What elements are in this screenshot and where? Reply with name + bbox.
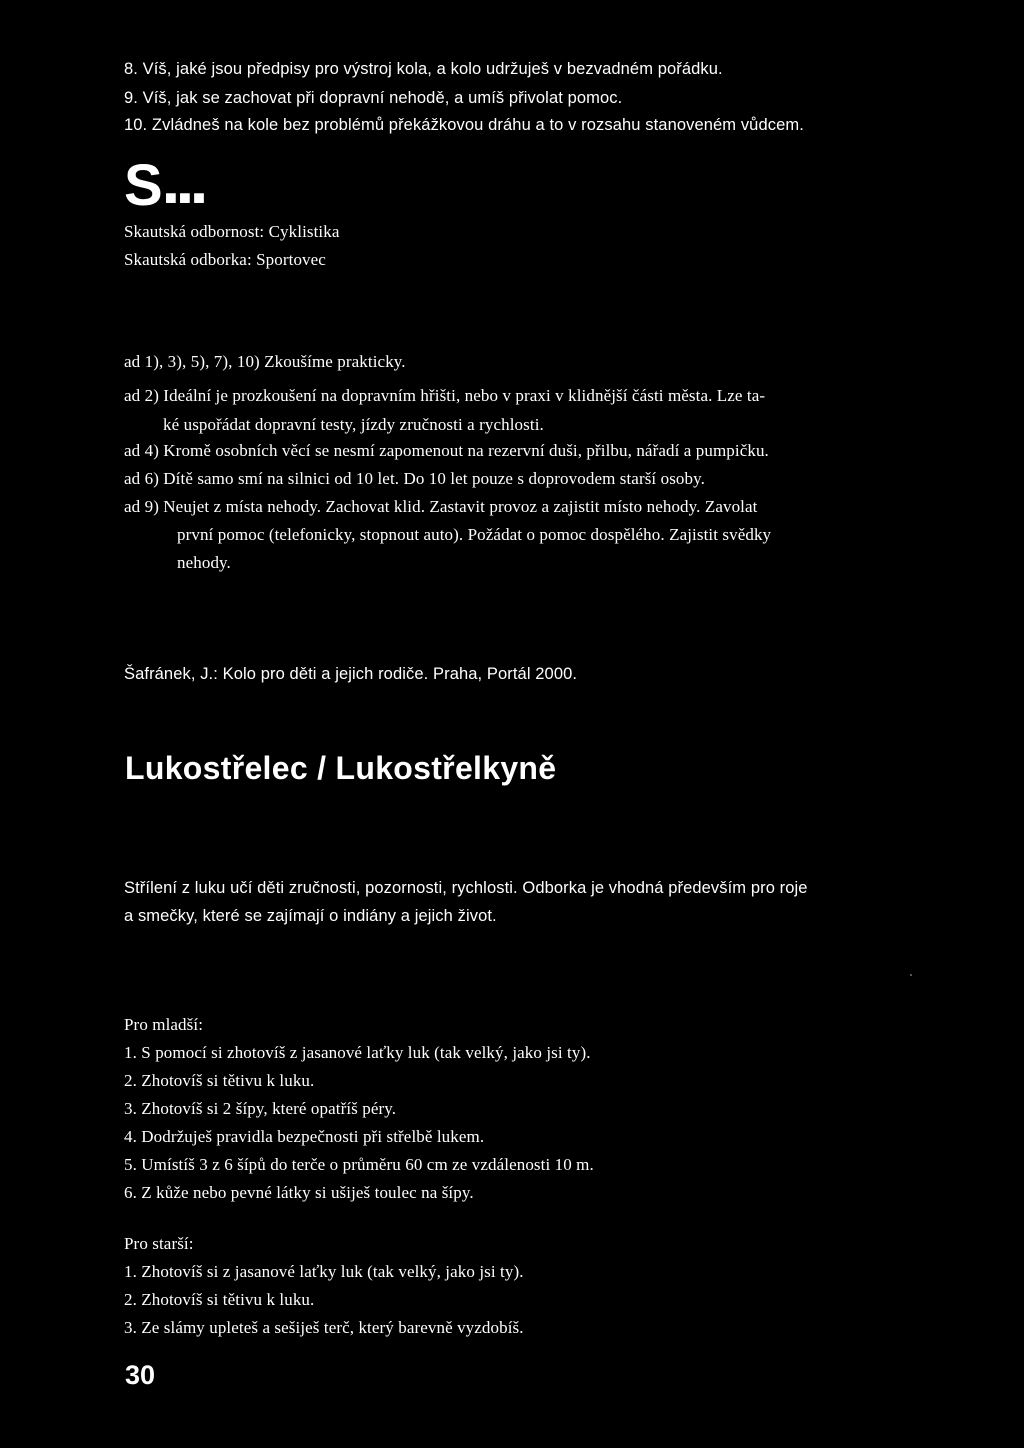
intro-line: a smečky, které se zajímají o indiány a jejich život. [124, 907, 497, 925]
note-line: ad 9) Neujet z místa nehody. Zachovat klid. Zastavit provoz a zajistit místo nehody. Zavolat [124, 497, 758, 516]
note-line: ad 1), 3), 5), 7), 10) Zkoušíme prakticky. [124, 352, 406, 371]
list-item: 3. Ze slámy upleteš a sešiješ terč, který barevně vyzdobíš. [124, 1318, 524, 1337]
note-line: ad 4) Kromě osobních věcí se nesmí zapomenout na rezervní duši, přilbu, nářadí a pumpičku. [124, 441, 769, 460]
scout-logo [124, 153, 207, 218]
logo-letter: S [124, 153, 163, 218]
list-item: 9. Víš, jak se zachovat při dopravní nehodě, a umíš přivolat pomoc. [124, 89, 623, 107]
list-item: 4. Dodržuješ pravidla bezpečnosti při střelbě lukem. [124, 1127, 485, 1146]
list-item: 5. Umístíš 3 z 6 šípů do terče o průměru 60 cm ze vzdálenosti 10 m. [124, 1155, 594, 1174]
list-item: 2. Zhotovíš si tětivu k luku. [124, 1071, 315, 1090]
note-line: ad 6) Dítě samo smí na silnici od 10 let. Do 10 let pouze s doprovodem starší osoby. [124, 469, 705, 488]
odbornost-label: Skautská odbornost: Cyklistika [124, 222, 340, 241]
note-line: ké uspořádat dopravní testy, jízdy zručnosti a rychlosti. [163, 415, 544, 434]
reference: Šafránek, J.: Kolo pro děti a jejich rodiče. Praha, Portál 2000. [124, 665, 578, 683]
page-number: 30 [125, 1360, 156, 1390]
note-line: nehody. [177, 553, 231, 572]
list-item: 3. Zhotovíš si 2 šípy, které opatříš péry. [124, 1099, 397, 1118]
older-title: Pro starší: [124, 1234, 194, 1253]
intro-line: Střílení z luku učí děti zručnosti, pozornosti, rychlosti. Odborka je vhodná především pro roje [124, 879, 808, 897]
list-item: 1. Zhotovíš si z jasanové laťky luk (tak velký, jako jsi ty). [124, 1262, 524, 1281]
section-heading: Lukostřelec / Lukostřelkyně [125, 750, 557, 786]
odborka-label: Skautská odborka: Sportovec [124, 250, 326, 269]
note-line: ad 2) Ideální je prozkoušení na dopravním hřišti, nebo v praxi v klidnější části města. Lze ta- [124, 386, 766, 405]
younger-title: Pro mladší: [124, 1015, 204, 1034]
speck [910, 974, 912, 976]
list-item: 6. Z kůže nebo pevné látky si ušiješ toulec na šípy. [124, 1183, 474, 1202]
list-item: 8. Víš, jaké jsou předpisy pro výstroj kola, a kolo udržuješ v bezvadném pořádku. [124, 60, 723, 78]
logo-dots: ■■■ [164, 187, 207, 209]
list-item: 10. Zvládneš na kole bez problémů překážkovou dráhu a to v rozsahu stanoveném vůdcem. [124, 116, 804, 134]
list-item: 1. S pomocí si zhotovíš z jasanové laťky luk (tak velký, jako jsi ty). [124, 1043, 591, 1062]
note-line: první pomoc (telefonicky, stopnout auto). Požádat o pomoc dospělého. Zajistit svědky [177, 525, 772, 544]
list-item: 2. Zhotovíš si tětivu k luku. [124, 1290, 315, 1309]
